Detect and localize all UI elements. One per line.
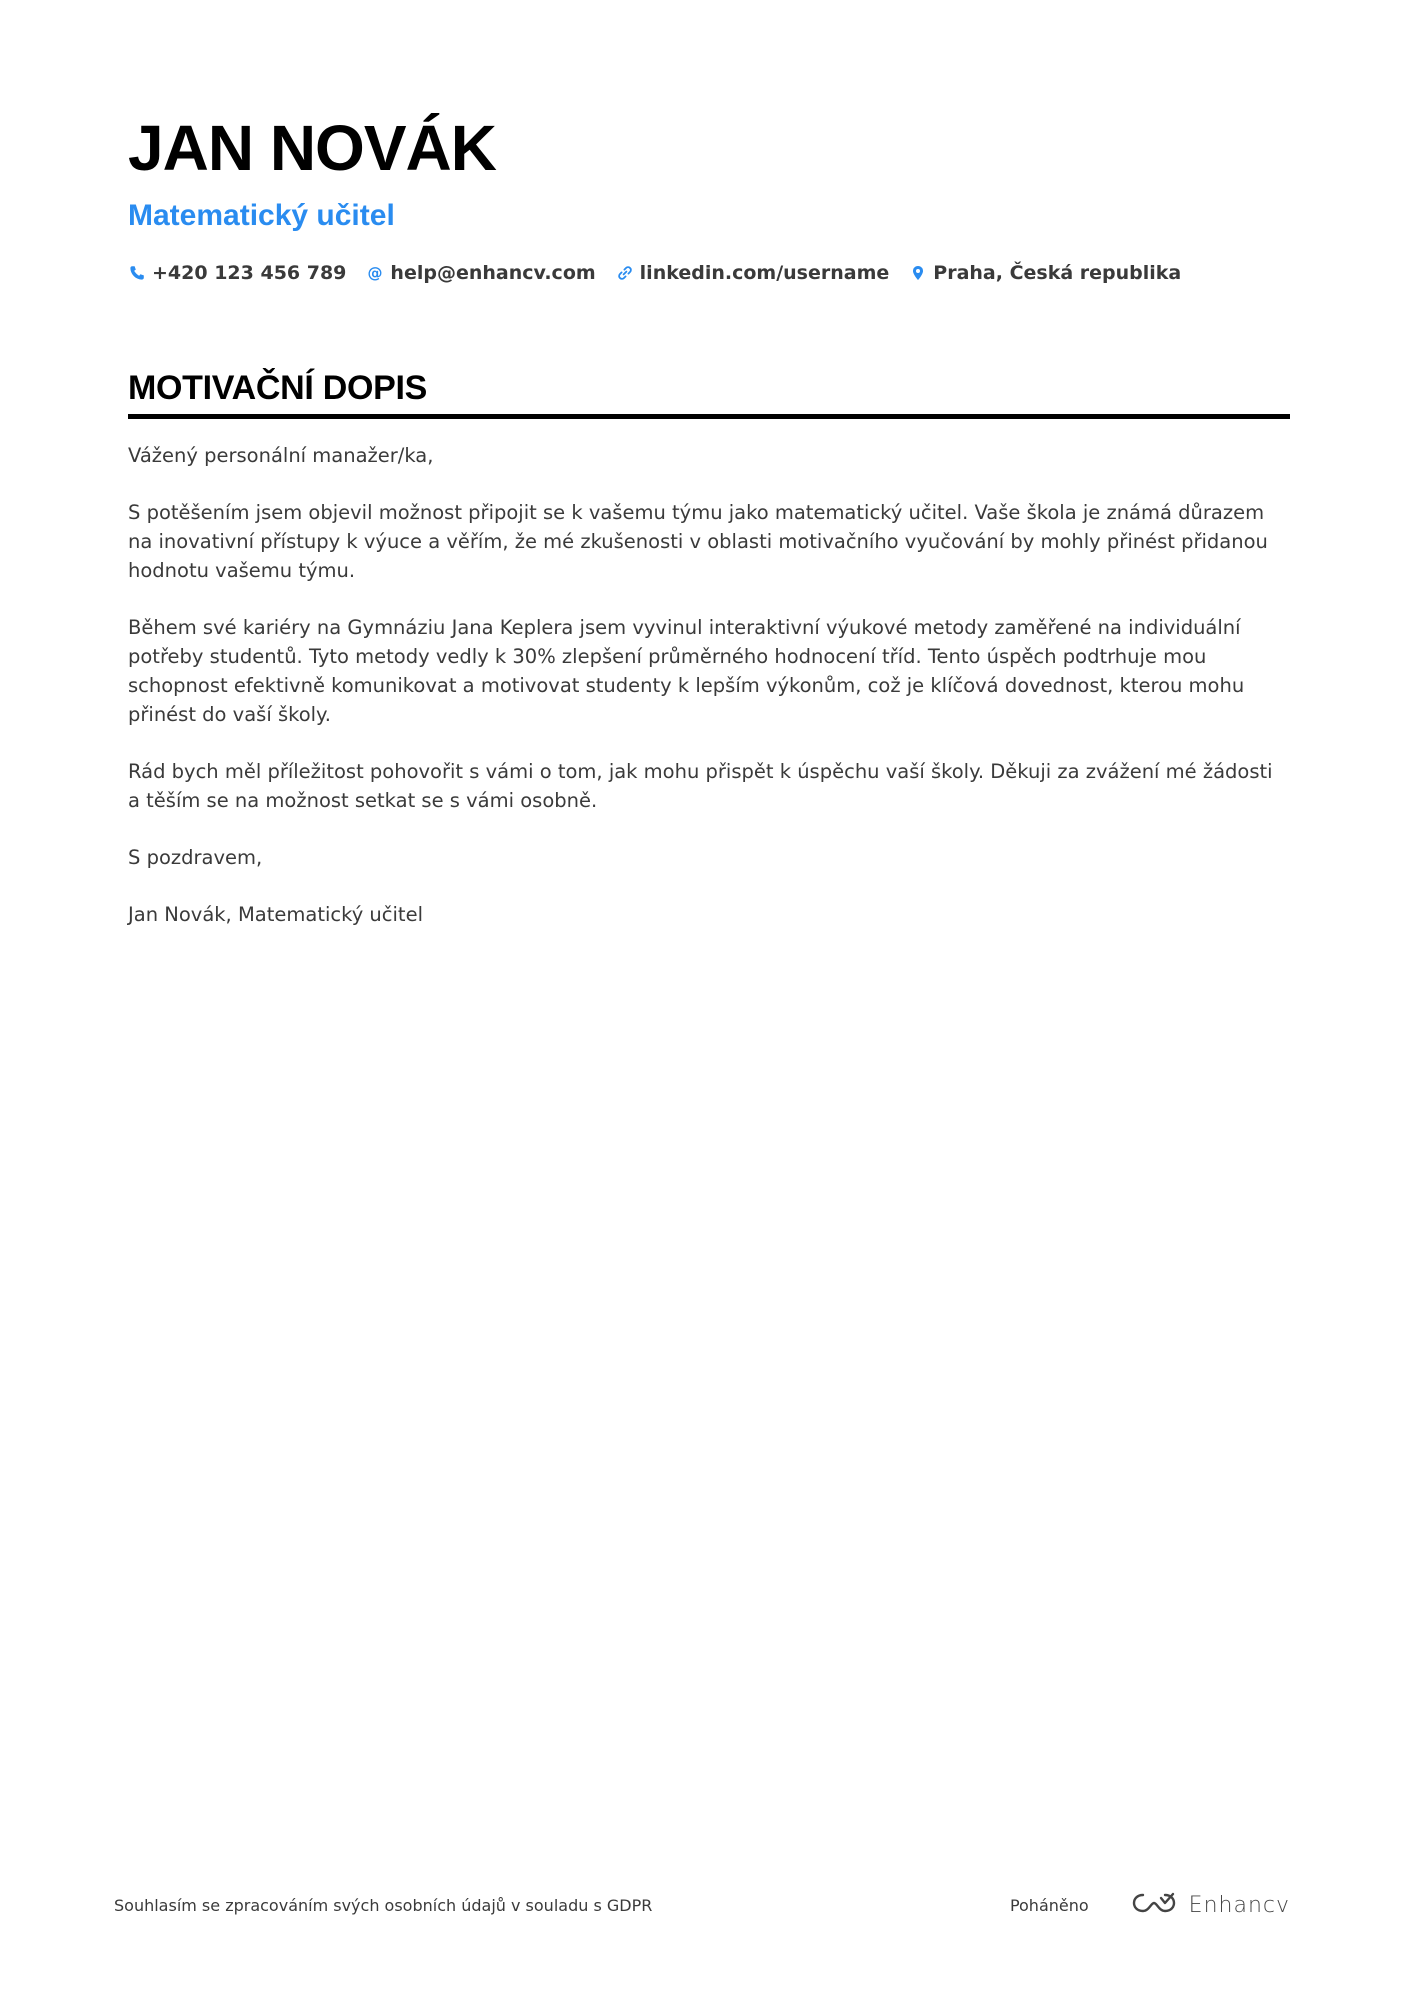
phone-text: +420 123 456 789 — [152, 262, 347, 284]
letter-body — [128, 441, 1290, 929]
phone-icon — [128, 264, 146, 282]
contact-email[interactable] — [366, 262, 595, 284]
svg-text:@: @ — [367, 265, 383, 281]
letter-paragraph-3: Rád bych měl příležitost pohovořit s vámi o tom, jak mohu přispět k úspěchu vaší školy. Děkuji za zvážení mé žádosti a těším se na možnost setkat se s vámi osobně. — [128, 760, 1273, 812]
contact-phone[interactable] — [128, 262, 346, 284]
contact-bar — [128, 258, 1290, 288]
letter-paragraph-1: S potěšením jsem objevil možnost připojit se k vašemu týmu jako matematický učitel. Vaše škola je známá důrazem na inovativní přístupy k výuce a věřím, že mé zkušenosti v oblasti motivačního vyučování by mohly přinést přidanou hodnotu vašemu týmu. — [128, 501, 1268, 582]
brand-logo[interactable] — [1131, 1890, 1290, 1920]
section-title: MOTIVAČNÍ DOPIS — [128, 369, 427, 407]
email-text: help@enhancv.com — [390, 262, 596, 284]
gdpr-consent: Souhlasím se zpracováním svých osobních údajů v souladu s GDPR — [114, 1895, 653, 1915]
contact-location — [909, 262, 1181, 284]
link-icon — [616, 264, 634, 282]
letter-signature: Jan Novák, Matematický učitel — [128, 903, 423, 926]
letter-greeting: Vážený personální manažer/ka, — [128, 444, 434, 467]
candidate-name: JAN NOVÁK — [128, 112, 496, 184]
enhancv-logo-icon — [1131, 1890, 1177, 1920]
brand-name: Enhancv — [1188, 1892, 1290, 1918]
contact-linkedin[interactable] — [616, 262, 890, 284]
location-text: Praha, Česká republika — [933, 262, 1182, 284]
job-title: Matematický učitel — [128, 199, 395, 232]
section-divider — [128, 414, 1290, 419]
location-pin-icon — [909, 264, 927, 282]
powered-by-label: Poháněno — [1009, 1895, 1089, 1915]
footer — [114, 1890, 1290, 1920]
linkedin-text: linkedin.com/username — [639, 262, 890, 284]
at-icon — [366, 264, 384, 282]
letter-paragraph-2: Během své kariéry na Gymnáziu Jana Keplera jsem vyvinul interaktivní výukové metody zaměřené na individuální potřeby studentů. Tyto metody vedly k 30% zlepšení průměrného hodnocení tříd. Tento úspěch podtrhuje mou schopnost efektivně komunikovat a motivovat studenty k lepším výkonům, což je klíčová dovednost, kterou mohu přinést do vaší školy. — [128, 616, 1245, 726]
cover-letter-page — [128, 110, 1290, 957]
letter-closing: S pozdravem, — [128, 846, 263, 869]
powered-by[interactable] — [1010, 1890, 1290, 1920]
